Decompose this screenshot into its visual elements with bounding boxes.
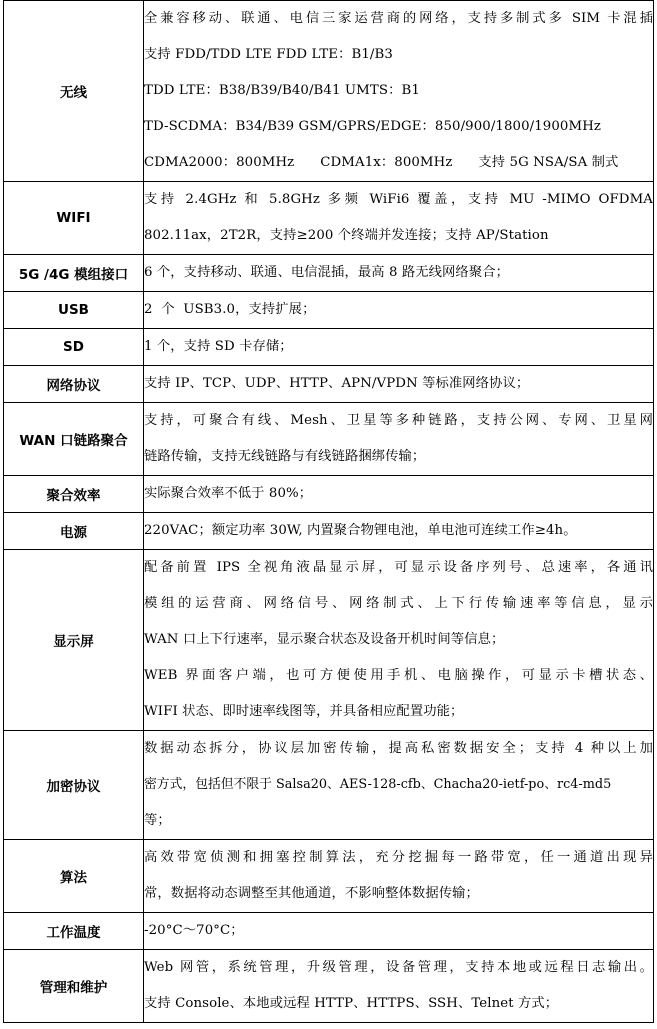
spec-row-management	[4, 950, 654, 1023]
content-line: 数据动态拆分，协议层加密传输，提高私密数据安全；支持 4 种以上加	[144, 741, 653, 756]
spec-row-temperature	[4, 913, 654, 950]
row-label: SD	[4, 329, 144, 366]
content-line: 配备前置 IPS 全视角液晶显示屏，可显示设备序列号、总速率，各通讯	[144, 560, 653, 575]
spec-row-power	[4, 513, 654, 550]
content-line: TDD LTE：B38/B39/B40/B41 UMTS：B1	[144, 83, 420, 98]
content-line: 常，数据将动态调整至其他通道，不影响整体数据传输；	[144, 886, 479, 901]
content-line: 全兼容移动、联通、电信三家运营商的网络，支持多制式多 SIM 卡混插	[144, 11, 653, 26]
spec-row-module-interface	[4, 255, 654, 292]
row-content	[144, 913, 654, 950]
content-line: 支持 IP、TCP、UDP、HTTP、APN/VPDN 等标准网络协议；	[144, 376, 530, 391]
spec-row-aggregation-efficiency	[4, 476, 654, 513]
content-line: 支持 Console、本地或远程 HTTP、HTTPS、SSH、Telnet 方式；	[144, 996, 559, 1011]
spec-table	[3, 0, 654, 1023]
content-line: WIFI 状态、即时速率线图等，并具备相应配置功能；	[144, 704, 464, 719]
row-label: 加密协议	[4, 731, 144, 840]
row-label: 显示屏	[4, 550, 144, 731]
row-content	[144, 840, 654, 913]
spec-row-algorithm	[4, 840, 654, 913]
content-line: 2 个 USB3.0，支持扩展；	[144, 302, 316, 317]
row-content	[144, 403, 654, 476]
row-label: 工作温度	[4, 913, 144, 950]
content-line: 支持 2.4GHz 和 5.8GHz 多频 WiFi6 覆盖，支持 MU -MIMO OFDMA	[144, 192, 653, 207]
row-label: 无线	[4, 1, 144, 182]
row-label: WAN 口链路聚合	[4, 403, 144, 476]
content-line: TD-SCDMA：B34/B39 GSM/GPRS/EDGE：850/900/1800/1900MHz	[144, 119, 601, 134]
content-line: WEB 界面客户端，也可方便使用手机、电脑操作，可显示卡槽状态、	[144, 668, 653, 683]
spec-row-display	[4, 550, 654, 731]
row-label: 管理和维护	[4, 950, 144, 1023]
content-line: 支持 FDD/TDD LTE FDD LTE：B1/B3	[144, 47, 393, 62]
spec-row-wifi	[4, 182, 654, 255]
content-line: 高效带宽侦测和拥塞控制算法，充分挖掘每一路带宽，任一通道出现异	[144, 850, 653, 865]
row-content	[144, 950, 654, 1023]
row-label: 算法	[4, 840, 144, 913]
spec-row-usb	[4, 292, 654, 329]
content-line: -20°C～70°C；	[144, 923, 244, 938]
spec-row-wan-aggregation	[4, 403, 654, 476]
row-content	[144, 731, 654, 840]
content-line: 6 个，支持移动、联通、电信混插，最高 8 路无线网络聚合；	[144, 265, 510, 280]
content-line: 模组的运营商、网络信号、网络制式、上下行传输速率等信息，显示	[144, 596, 653, 611]
content-line: 支持，可聚合有线、Mesh、卫星等多种链路，支持公网、专网、卫星网	[144, 413, 653, 428]
content-line: CDMA2000：800MHz CDMA1x：800MHz 支持 5G NSA/SA 制式	[144, 155, 619, 170]
row-content	[144, 1, 654, 182]
row-content	[144, 366, 654, 403]
row-content	[144, 329, 654, 366]
row-content	[144, 513, 654, 550]
content-line: 链路传输，支持无线链路与有线链路捆绑传输；	[144, 449, 426, 464]
content-line: 密方式，包括但不限于 Salsa20、AES-128-cfb、Chacha20-ietf-po、rc4-md5	[144, 777, 612, 792]
content-line: 等；	[144, 813, 171, 828]
spec-row-wireless	[4, 1, 654, 182]
content-line: 1 个，支持 SD 卡存储；	[144, 339, 293, 354]
row-label: WIFI	[4, 182, 144, 255]
spec-row-network-protocol	[4, 366, 654, 403]
row-label: USB	[4, 292, 144, 329]
row-content	[144, 182, 654, 255]
spec-row-encryption	[4, 731, 654, 840]
row-content	[144, 550, 654, 731]
row-content	[144, 255, 654, 292]
row-label: 5G /4G 模组接口	[4, 255, 144, 292]
spec-row-sd	[4, 329, 654, 366]
row-label: 网络协议	[4, 366, 144, 403]
content-line: 实际聚合效率不低于 80%；	[144, 486, 313, 501]
row-label: 聚合效率	[4, 476, 144, 513]
row-content	[144, 476, 654, 513]
content-line: Web 网管，系统管理，升级管理，设备管理，支持本地或远程日志输出。	[144, 960, 653, 975]
content-line: WAN 口上下行速率，显示聚合状态及设备开机时间等信息；	[144, 632, 505, 647]
row-label: 电源	[4, 513, 144, 550]
content-line: 220VAC；额定功率 30W, 内置聚合物锂电池，单电池可连续工作≥4h。	[144, 523, 577, 538]
row-content	[144, 292, 654, 329]
content-line: 802.11ax，2T2R，支持≥200 个终端并发连接；支持 AP/Station	[144, 228, 549, 243]
